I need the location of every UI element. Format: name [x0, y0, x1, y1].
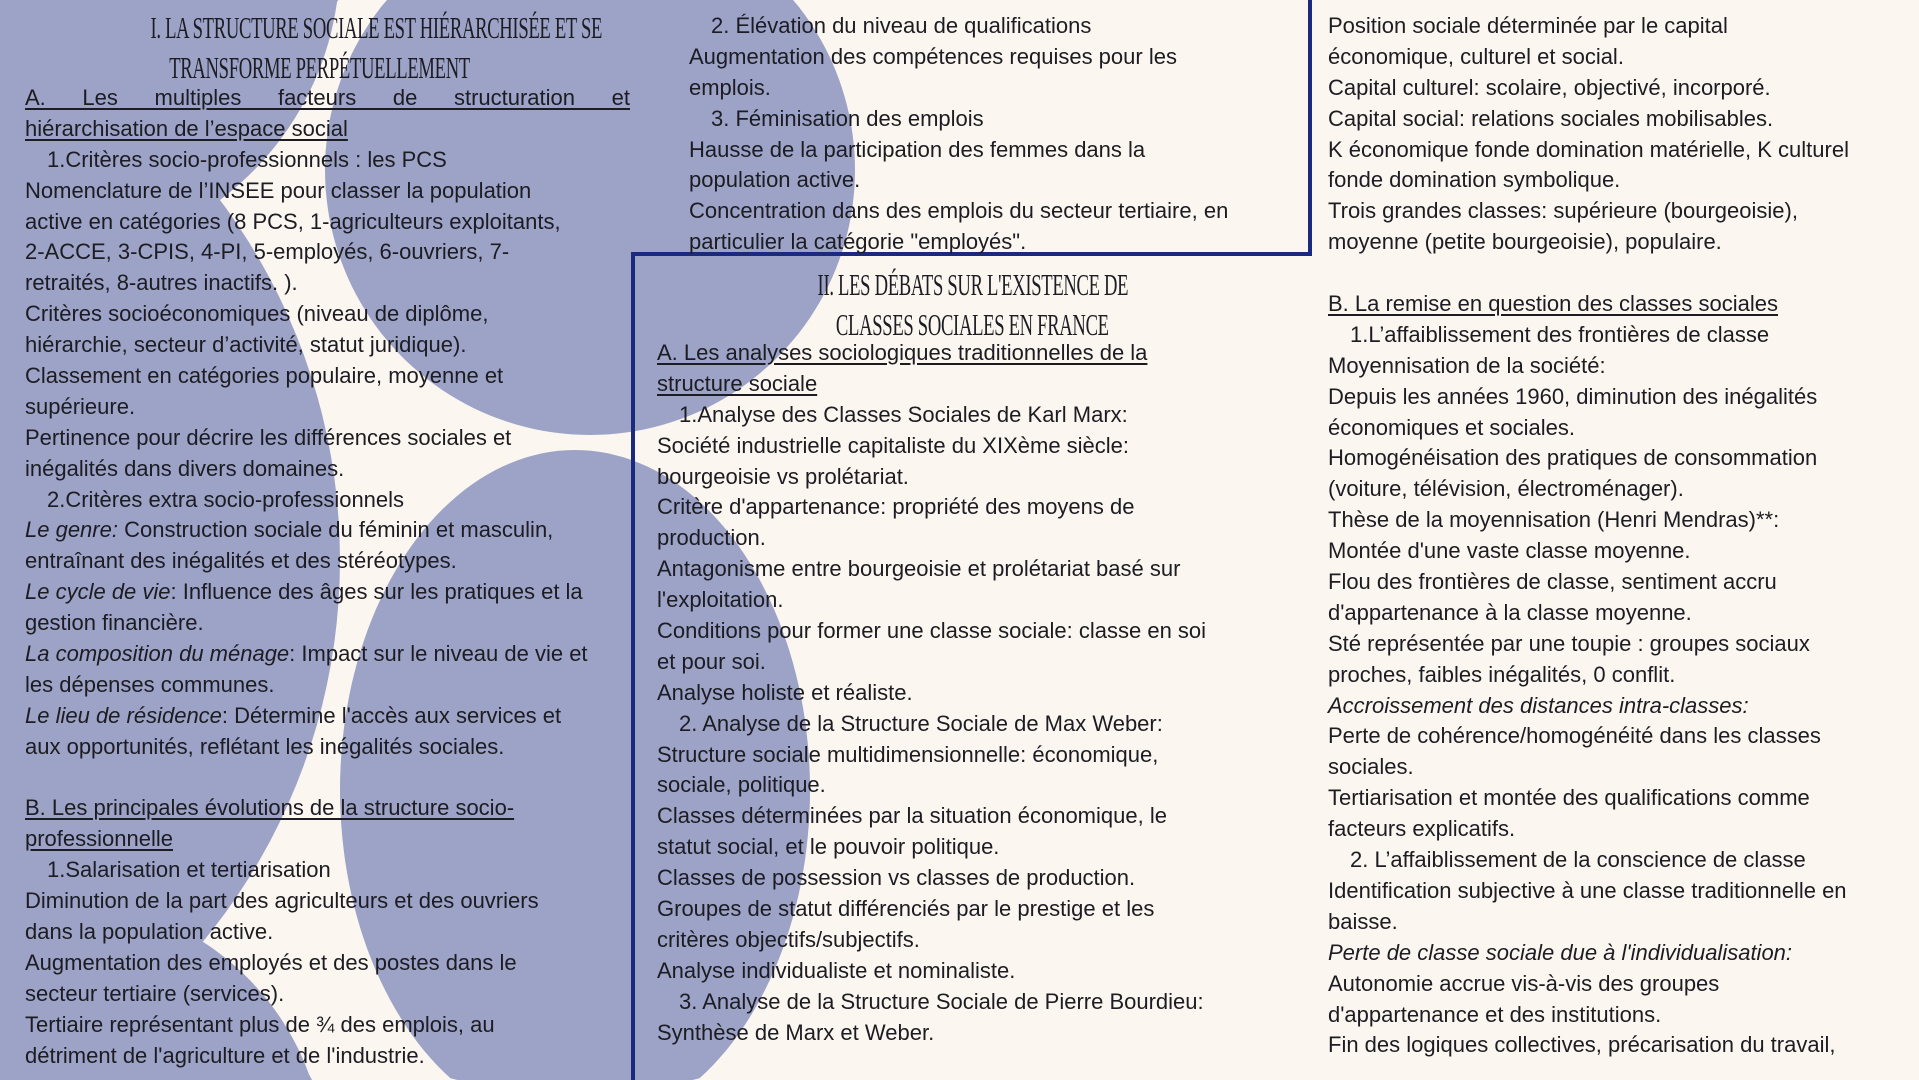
section-title-2	[640, 265, 1305, 345]
text-line: les dépenses communes.	[25, 671, 275, 697]
text-line: active en catégories (8 PCS, 1-agriculteurs exploitants,	[25, 208, 561, 234]
text-line: Position sociale déterminée par le capital	[1328, 13, 1728, 38]
frame-line	[631, 252, 635, 1080]
section-title-line: II. LES DÉBATS SUR L'EXISTENCE DE	[817, 267, 1128, 302]
subheading-line: A. Les analyses sociologiques traditionnelles de la	[657, 340, 1148, 365]
text-line	[25, 639, 630, 670]
frame-line	[1308, 0, 1312, 256]
subsection-line: 2.Critères extra socio-professionnels	[47, 486, 405, 512]
text-line: production.	[657, 525, 766, 551]
text-line: hiérarchie, secteur d’activité, statut juridique).	[25, 332, 467, 358]
text-line: bourgeoisie vs prolétariat.	[657, 463, 909, 489]
italic-term: Le genre:	[25, 517, 118, 543]
column-left	[25, 83, 630, 1072]
section-title-line: CLASSES SOCIALES EN FRANCE	[836, 307, 1109, 342]
text-line: Hausse de la participation des femmes dans la	[689, 136, 1146, 162]
text-line: Flou des frontières de classe, sentiment accru	[1328, 569, 1777, 595]
text-line: Classes déterminées par la situation économique, le	[657, 803, 1167, 829]
text-line: Identification subjective à une classe traditionnelle en	[1328, 877, 1847, 903]
text-line: d'appartenance et des institutions.	[1328, 1001, 1662, 1027]
text-line: Accroissement des distances intra-classes:	[1328, 692, 1749, 718]
text-line: Montée d'une vaste classe moyenne.	[1328, 538, 1691, 564]
text-line: statut social, et le pouvoir politique.	[657, 834, 1000, 860]
text-line	[1328, 258, 1908, 289]
text-line: d'appartenance à la classe moyenne.	[1328, 599, 1692, 625]
text-line: aux opportunités, reflétant les inégalités sociales.	[25, 733, 505, 759]
subsection-line: 2. Élévation du niveau de qualifications	[711, 13, 1092, 38]
text-line: Classement en catégories populaire, moyenne et	[25, 363, 504, 389]
subsection-line: 1.Salarisation et tertiarisation	[47, 857, 331, 883]
text-line: économiques et sociales.	[1328, 414, 1576, 440]
text-line: Fin des logiques collectives, précarisation du travail,	[1328, 1032, 1836, 1058]
subsection-line: 1.L’affaiblissement des frontières de classe	[1350, 321, 1770, 347]
section-title-line: I. LA STRUCTURE SOCIALE EST HIÉRARCHISÉE ET SE	[150, 10, 603, 45]
subheading-line: professionnelle	[25, 826, 173, 852]
text-line: Critère d'appartenance: propriété des moyens de	[657, 494, 1135, 520]
text-line: détriment de l'agriculture et de l'industrie.	[25, 1042, 425, 1068]
subsection-line: 2. L’affaiblissement de la conscience de classe	[1350, 847, 1806, 873]
section-title-1	[0, 8, 640, 88]
text-line: Concentration dans des emplois du secteur tertiaire, en	[689, 198, 1229, 224]
text-line: Depuis les années 1960, diminution des inégalités	[1328, 383, 1818, 409]
subheading-line: structure sociale	[657, 370, 818, 396]
text-line: Sté représentée par une toupie : groupes sociaux	[1328, 630, 1810, 656]
text-line: Pertinence pour décrire les différences sociales et	[25, 424, 512, 450]
italic-term: Le lieu de résidence	[25, 702, 222, 728]
subsection-line: 2. Analyse de la Structure Sociale de Max Weber:	[679, 710, 1163, 736]
subheading-line: B. La remise en question des classes sociales	[1328, 291, 1779, 317]
text-line: inégalités dans divers domaines.	[25, 455, 345, 481]
text-content: : Influence des âges sur les pratiques et la	[170, 579, 583, 605]
subheading-line: hiérarchisation de l’espace social	[25, 115, 348, 141]
text-line: emplois.	[689, 74, 771, 100]
text-line: Antagonisme entre bourgeoisie et prolétariat basé sur	[657, 556, 1181, 582]
text-line: sociales.	[1328, 754, 1414, 780]
text-content: : Détermine l'accès aux services et	[221, 702, 562, 728]
text-line: entraînant des inégalités et des stéréotypes.	[25, 548, 457, 574]
subsection-line: 3. Féminisation des emplois	[711, 105, 984, 131]
text-line: K économique fonde domination matérielle, K culturel	[1328, 136, 1849, 162]
text-line: particulier la catégorie "employés".	[689, 229, 1027, 255]
subsection-line: 3. Analyse de la Structure Sociale de Pierre Bourdieu:	[679, 988, 1204, 1014]
text-content: Construction sociale du féminin et masculin,	[117, 517, 554, 543]
subsection-line: 1.Analyse des Classes Sociales de Karl Marx:	[679, 401, 1128, 427]
text-line: et pour soi.	[657, 648, 766, 674]
text-line: Tertiarisation et montée des qualifications comme	[1328, 785, 1810, 811]
text-line: Capital social: relations sociales mobilisables.	[1328, 105, 1774, 131]
text-line: fonde domination symbolique.	[1328, 167, 1621, 193]
text-line: économique, culturel et social.	[1328, 43, 1624, 69]
text-line: Analyse holiste et réaliste.	[657, 679, 913, 705]
text-line: baisse.	[1328, 908, 1398, 934]
text-line: 2-ACCE, 3-CPIS, 4-PI, 5-employés, 6-ouvriers, 7-	[25, 239, 510, 265]
text-line: (voiture, télévision, électroménager).	[1328, 476, 1684, 502]
text-line: proches, faibles inégalités, 0 conflit.	[1328, 661, 1676, 687]
column-middle-top	[689, 11, 1299, 258]
text-line: Capital culturel: scolaire, objectivé, incorporé.	[1328, 74, 1771, 100]
text-line: gestion financière.	[25, 610, 204, 636]
text-line: critères objectifs/subjectifs.	[657, 926, 920, 952]
text-line: Thèse de la moyennisation (Henri Mendras)**:	[1328, 507, 1780, 533]
text-line: Perte de cohérence/homogénéité dans les classes	[1328, 723, 1821, 749]
text-line: Diminution de la part des agriculteurs et des ouvriers	[25, 888, 539, 914]
text-line: retraités, 8-autres inactifs. ).	[25, 270, 298, 296]
text-line	[25, 701, 630, 732]
text-line: moyenne (petite bourgeoisie), populaire.	[1328, 229, 1722, 255]
text-line: Synthèse de Marx et Weber.	[657, 1019, 935, 1045]
text-line: Société industrielle capitaliste du XIXème siècle:	[657, 432, 1130, 458]
column-middle	[657, 338, 1297, 1048]
italic-term: Le cycle de vie	[25, 579, 171, 605]
section-title-line: TRANSFORME PERPÉTUELLEMENT	[169, 50, 471, 85]
text-line: Perte de classe sociale due à l'individualisation:	[1328, 939, 1793, 965]
text-line: Autonomie accrue vis-à-vis des groupes	[1328, 970, 1720, 996]
text-line: Augmentation des employés et des postes dans le	[25, 949, 517, 975]
text-content: : Impact sur le niveau de vie et	[289, 641, 588, 667]
text-line: Trois grandes classes: supérieure (bourgeoisie),	[1328, 198, 1798, 224]
text-line: facteurs explicatifs.	[1328, 816, 1516, 842]
text-line: Homogénéisation des pratiques de consommation	[1328, 445, 1818, 471]
column-right	[1328, 11, 1908, 1061]
text-line: Conditions pour former une classe sociale: classe en soi	[657, 618, 1207, 644]
text-line: Tertiaire représentant plus de ¾ des emplois, au	[25, 1011, 495, 1037]
subheading-line: B. Les principales évolutions de la structure socio-	[25, 795, 515, 821]
text-line	[25, 577, 630, 608]
text-line	[25, 763, 630, 794]
subheading-line: A. Les multiples facteurs de structuration et	[25, 85, 630, 110]
text-line: Critères socioéconomiques (niveau de diplôme,	[25, 301, 489, 327]
text-line: dans la population active.	[25, 919, 274, 945]
text-line	[25, 515, 630, 546]
text-line: l'exploitation.	[657, 587, 784, 613]
text-line: Analyse individualiste et nominaliste.	[657, 957, 1016, 983]
text-line: supérieure.	[25, 393, 136, 419]
text-line: Groupes de statut différenciés par le prestige et les	[657, 896, 1155, 922]
text-line: sociale, politique.	[657, 772, 826, 798]
text-line: population active.	[689, 167, 861, 193]
text-line: Moyennisation de la société:	[1328, 352, 1606, 378]
text-line: Classes de possession vs classes de production.	[657, 865, 1136, 891]
text-line: secteur tertiaire (services).	[25, 980, 285, 1006]
text-line: Structure sociale multidimensionnelle: économique,	[657, 741, 1159, 767]
italic-term: La composition du ménage	[25, 641, 290, 667]
text-line: Nomenclature de l’INSEE pour classer la population	[25, 177, 532, 203]
subsection-line: 1.Critères socio-professionnels : les PCS	[47, 146, 447, 172]
text-line: Augmentation des compétences requises pour les	[689, 43, 1177, 69]
